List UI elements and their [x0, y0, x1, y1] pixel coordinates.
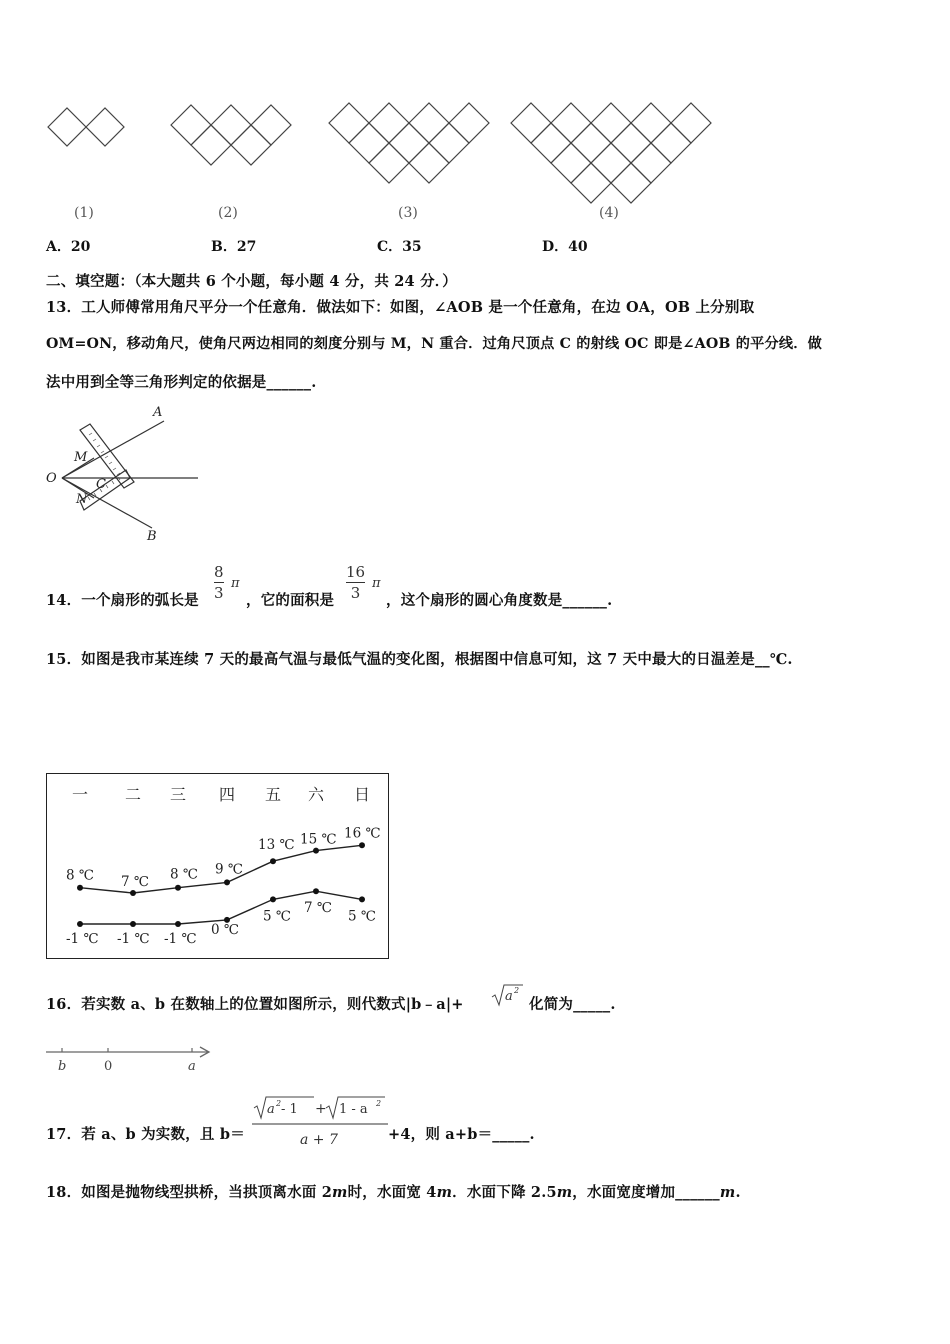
num-a-exp: 2 — [276, 1099, 282, 1108]
q15-text: 15．如图是我市某连续 7 天的最高气温与最低气温的变化图，根据图中信息可知，这 7 天中最大的日温差是__℃. — [46, 651, 793, 668]
q17-suffix: +4，则 a+b＝_____. — [388, 1126, 535, 1143]
q17-prefix: 17．若 a、b 为实数，且 b＝ — [46, 1126, 245, 1143]
high-temp-point — [270, 858, 276, 864]
high-temp-point — [359, 842, 365, 848]
figure-caption-1: (1) — [74, 205, 94, 221]
area-numerator: 16 — [346, 563, 366, 581]
pattern-figure-3 — [329, 103, 489, 183]
low-temp-point — [130, 921, 136, 927]
num-minus-one: - 1 — [281, 1102, 298, 1117]
q16-suffix: 化简为_____. — [529, 996, 616, 1013]
axis-label-b: b — [58, 1059, 67, 1074]
low-temp-value-label: 7 ℃ — [304, 900, 332, 917]
pattern-figure-1 — [48, 108, 124, 146]
figure-caption-4: (4) — [599, 205, 619, 221]
low-temp-value-label: -1 ℃ — [164, 931, 197, 947]
high-temp-value-label: 7 ℃ — [121, 874, 149, 890]
arc-length-fraction — [214, 563, 224, 602]
option-a: A．20 — [46, 239, 91, 255]
label-a: A — [153, 405, 163, 420]
day-label: 一 — [72, 785, 89, 804]
unit-m-2: m — [436, 1184, 453, 1201]
low-temp-value-label: -1 ℃ — [117, 931, 150, 947]
figure-caption-2: (2) — [218, 205, 238, 221]
label-b: B — [147, 529, 157, 544]
num-b-exp: 2 — [376, 1099, 382, 1108]
num-a: a — [267, 1102, 275, 1117]
num-one-minus-a: 1 - a — [339, 1102, 368, 1117]
q18-text — [46, 1181, 741, 1202]
low-temp-point — [359, 896, 365, 902]
sqrt-radicand: a — [505, 989, 513, 1004]
label-n: N — [76, 492, 88, 507]
q13-line1: 13．工人师傅常用角尺平分一个任意角．做法如下：如图，∠AOB 是一个任意角，在边 OA，OB 上分别取 — [46, 299, 755, 316]
angle-bisector-figure — [40, 400, 210, 550]
q13-line3: 法中用到全等三角形判定的依据是______. — [46, 374, 317, 391]
low-temp-point — [313, 888, 319, 894]
label-c: C — [96, 477, 106, 492]
q18-part-d: ，水面宽度增加______ — [572, 1184, 720, 1201]
temperature-chart — [46, 773, 389, 959]
q13-line2: OM=ON，移动角尺，使角尺两边相同的刻度分别与 M，N 重合．过角尺顶点 C 的射线 OC 即是∠AOB 的平分线．做 — [46, 336, 823, 352]
figure-caption-3: (3) — [398, 205, 418, 221]
q14-mid: ，它的面积是 — [246, 592, 335, 609]
area-denominator: 3 — [350, 584, 361, 602]
label-o: O — [46, 471, 57, 486]
high-temp-value-label: 8 ℃ — [170, 866, 198, 883]
low-temp-value-label: -1 ℃ — [66, 931, 99, 947]
q16-prefix: 16．若实数 a、b 在数轴上的位置如图所示，则代数式|b﹣a|+ — [46, 996, 464, 1013]
axis-label-a: a — [188, 1059, 196, 1074]
low-temp-point — [270, 896, 276, 902]
day-label: 二 — [125, 785, 142, 804]
high-temp-point — [224, 879, 230, 885]
q17-fraction — [252, 1094, 388, 1150]
option-c: C．35 — [377, 239, 422, 255]
q18-part-a: 18．如图是抛物线型拱桥，当拱顶离水面 2 — [46, 1184, 333, 1201]
high-temp-value-label: 13 ℃ — [258, 837, 295, 854]
high-temp-point — [313, 848, 319, 854]
day-label: 三 — [170, 785, 187, 804]
arc-numerator: 8 — [214, 563, 224, 581]
pattern-figure-2 — [171, 105, 291, 165]
q18-part-c: ．水面下降 2.5 — [452, 1184, 557, 1201]
pattern-figure-4 — [511, 103, 711, 203]
sqrt-a-squared — [490, 982, 524, 1008]
unit-m-4: m — [719, 1184, 736, 1201]
area-pi: π — [372, 576, 381, 591]
day-label: 四 — [219, 785, 236, 804]
high-temp-value-label: 9 ℃ — [215, 861, 243, 878]
temperature-chart-svg — [47, 774, 388, 958]
high-temp-value-label: 8 ℃ — [66, 867, 94, 884]
unit-m-3: m — [556, 1184, 573, 1201]
arc-denominator: 3 — [214, 584, 224, 602]
q14-suffix: ，这个扇形的圆心角度数是______. — [386, 592, 613, 609]
high-temp-value-label: 15 ℃ — [300, 831, 337, 848]
low-temp-value-label: 5 ℃ — [263, 908, 291, 925]
arc-pi: π — [231, 576, 240, 591]
high-temp-point — [130, 890, 136, 896]
high-temp-value-label: 16 ℃ — [344, 825, 381, 842]
high-temp-point — [175, 885, 181, 891]
sqrt-exponent: 2 — [514, 986, 520, 995]
low-temp-point — [77, 921, 83, 927]
low-temp-value-label: 5 ℃ — [348, 908, 376, 925]
high-temp-point — [77, 885, 83, 891]
q14-prefix: 14．一个扇形的弧长是 — [46, 592, 199, 609]
q18-part-b: 时，水面宽 4 — [347, 1184, 437, 1201]
number-line — [44, 1042, 216, 1076]
day-label: 五 — [265, 785, 282, 804]
day-label: 六 — [308, 785, 325, 804]
option-b: B．27 — [211, 239, 257, 255]
day-label: 日 — [354, 785, 371, 804]
axis-label-zero: 0 — [104, 1059, 113, 1074]
low-temp-value-label: 0 ℃ — [211, 921, 239, 938]
option-d: D．40 — [542, 239, 588, 255]
q18-part-e: . — [735, 1184, 741, 1201]
section-heading: 二、填空题：（本大题共 6 个小题，每小题 4 分，共 24 分．） — [46, 273, 457, 290]
unit-m-1: m — [332, 1184, 348, 1201]
num-plus: + — [315, 1101, 327, 1117]
low-temp-point — [175, 921, 181, 927]
label-m: M — [74, 450, 88, 465]
denominator: a + 7 — [300, 1132, 338, 1148]
area-fraction — [346, 563, 365, 602]
